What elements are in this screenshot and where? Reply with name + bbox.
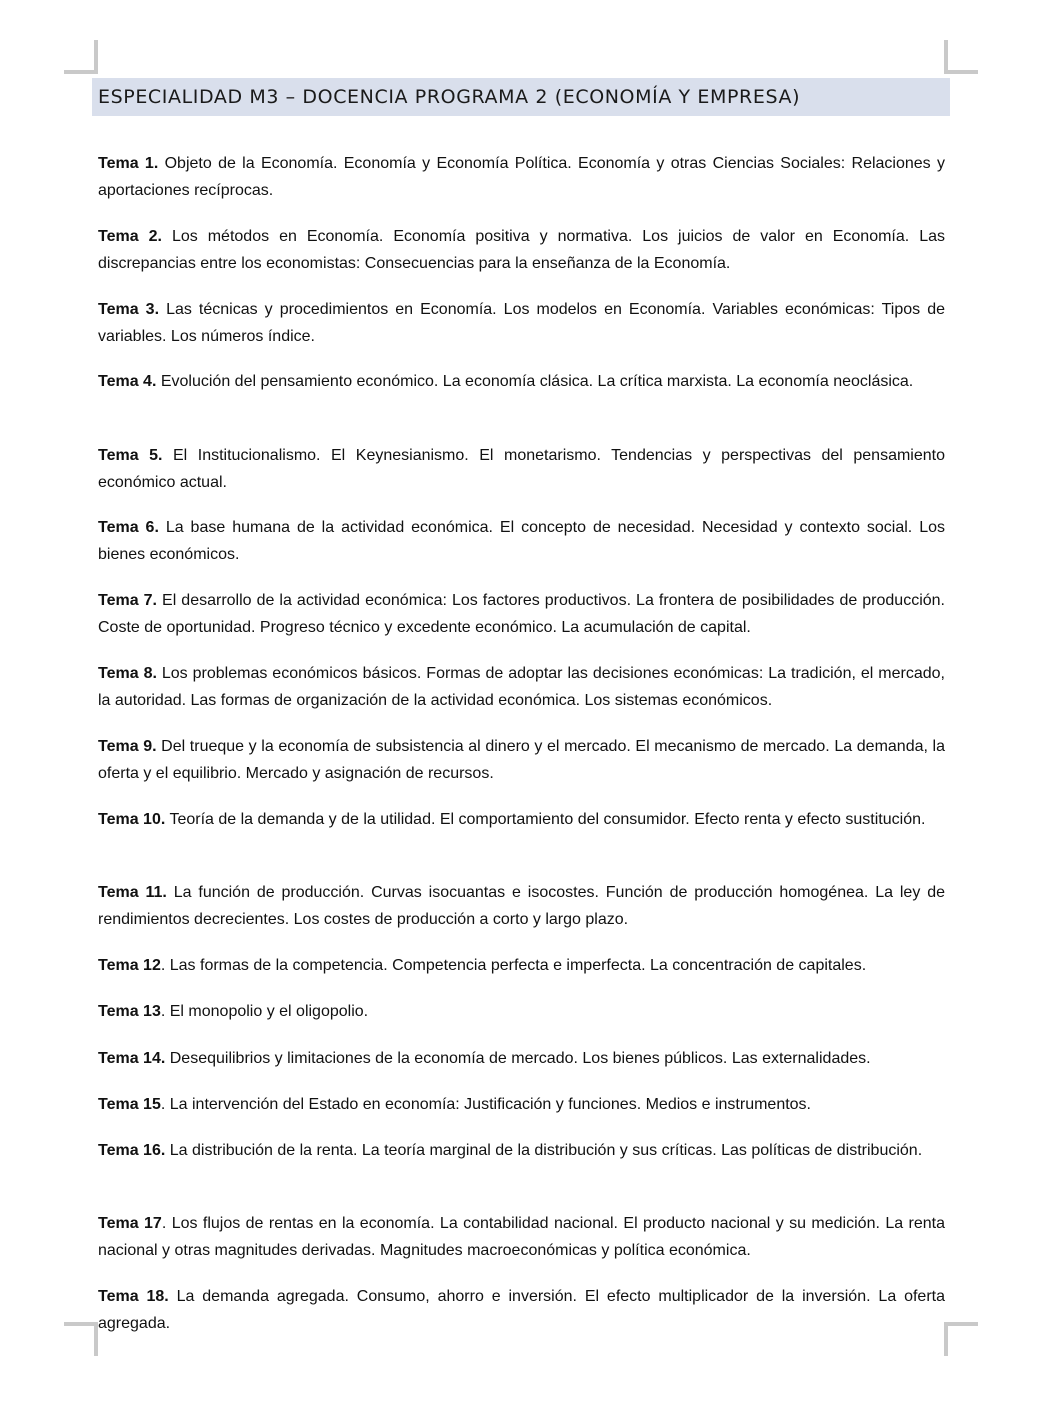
- topic-number: Tema 10.: [98, 811, 166, 828]
- topic-number: Tema 1.: [98, 155, 159, 172]
- topic-text: Los flujos de rentas en la economía. La contabilidad nacional. El producto nacional y su medición. La renta nacional y otras magnitudes derivadas. Magnitudes macroeconómicas y política económica.: [98, 1215, 945, 1259]
- topic-text: Los problemas económicos básicos. Formas de adoptar las decisiones económicas: La tradición, el mercado, la autoridad. Las formas de organización de la actividad económica. Los sistemas económicos.: [98, 665, 945, 709]
- topic-separator: .: [161, 1215, 167, 1232]
- topic-number: Tema 8.: [98, 665, 157, 682]
- topic-number: Tema 12: [98, 957, 161, 974]
- topic-separator: .: [160, 1003, 166, 1020]
- topic-separator: .: [160, 957, 166, 974]
- topic-text: Objeto de la Economía. Economía y Economía Política. Economía y otras Ciencias Sociales: Relaciones y aportaciones recíprocas.: [98, 155, 945, 199]
- topic-number: Tema 7.: [98, 592, 157, 609]
- topic-text: Las técnicas y procedimientos en Economía. Los modelos en Economía. Variables económicas: Tipos de variables. Los números índice.: [98, 301, 945, 345]
- topic-number: Tema 16.: [98, 1142, 166, 1159]
- topic-text: La distribución de la renta. La teoría marginal de la distribución y sus críticas. Las políticas de distribución.: [165, 1142, 923, 1159]
- topic-item: [98, 1091, 945, 1118]
- crop-mark-top-left: [94, 40, 98, 74]
- topic-item: [98, 806, 945, 833]
- topic-text: El Institucionalismo. El Keynesianismo. El monetarismo. Tendencias y perspectivas del pensamiento económico actual.: [98, 447, 945, 491]
- topic-item: [98, 1137, 945, 1164]
- topic-text: La función de producción. Curvas isocuantas e isocostes. Función de producción homogénea. La ley de rendimientos decrecientes. Los costes de producción a corto y largo plazo.: [98, 884, 945, 928]
- topic-item: [98, 879, 945, 933]
- topic-item: [98, 952, 945, 979]
- topic-text: La base humana de la actividad económica. El concepto de necesidad. Necesidad y contexto social. Los bienes económicos.: [98, 519, 945, 563]
- topic-separator: .: [160, 1096, 166, 1113]
- topic-number: Tema 3.: [98, 301, 160, 318]
- topic-text: Teoría de la demanda y de la utilidad. El comportamiento del consumidor. Efecto renta y efecto sustitución.: [165, 811, 926, 828]
- topic-item: [98, 514, 945, 568]
- topic-item: [98, 150, 945, 204]
- topic-number: Tema 6.: [98, 519, 159, 536]
- topic-text: Los métodos en Economía. Economía positiva y normativa. Los juicios de valor en Economía. Las discrepancias entre los economistas: Consecuencias para la enseñanza de la Economía.: [98, 228, 946, 272]
- crop-mark-top-right: [944, 70, 978, 74]
- topic-item: [98, 660, 945, 714]
- topic-item: [98, 998, 945, 1025]
- crop-mark-bottom-left: [64, 1322, 98, 1326]
- topic-text: La intervención del Estado en economía: Justificación y funciones. Medios e instrumentos.: [165, 1096, 811, 1113]
- topic-item: [98, 368, 945, 395]
- topic-item: [98, 1210, 945, 1264]
- topic-item: [98, 1283, 945, 1337]
- topic-text: Del trueque y la economía de subsistencia al dinero y el mercado. El mecanismo de mercado. La demanda, la oferta y el equilibrio. Mercado y asignación de recursos.: [98, 738, 945, 782]
- topic-number: Tema 5.: [98, 447, 163, 464]
- section-header: [92, 78, 950, 116]
- topic-text: La demanda agregada. Consumo, ahorro e inversión. El efecto multiplicador de la inversión. La oferta agregada.: [98, 1288, 946, 1332]
- topic-number: Tema 17: [98, 1215, 162, 1232]
- topic-item: [98, 442, 945, 496]
- page-title: ESPECIALIDAD M3 – DOCENCIA PROGRAMA 2 (ECONOMÍA Y EMPRESA): [98, 86, 801, 108]
- topic-text: El desarrollo de la actividad económica: Los factores productivos. La frontera de posibilidades de producción. Coste de oportunidad. Progreso técnico y excedente económico. La acumulación de capital.: [98, 592, 945, 636]
- crop-mark-top-right: [944, 40, 948, 74]
- topic-number: Tema 9.: [98, 738, 157, 755]
- topic-number: Tema 18.: [98, 1288, 169, 1305]
- topic-item: [98, 223, 945, 277]
- topic-text: Las formas de la competencia. Competencia perfecta e imperfecta. La concentración de capitales.: [165, 957, 867, 974]
- topic-text: Evolución del pensamiento económico. La economía clásica. La crítica marxista. La economía neoclásica.: [156, 373, 914, 390]
- topic-text: Desequilibrios y limitaciones de la economía de mercado. Los bienes públicos. Las externalidades.: [165, 1050, 871, 1067]
- topic-text: El monopolio y el oligopolio.: [165, 1003, 369, 1020]
- topic-number: Tema 2.: [98, 228, 162, 245]
- topic-number: Tema 13: [98, 1003, 161, 1020]
- topic-item: [98, 296, 945, 350]
- topic-item: [98, 587, 945, 641]
- topic-item: [98, 733, 945, 787]
- topic-item: [98, 1045, 945, 1072]
- crop-mark-top-left: [64, 70, 98, 74]
- topic-number: Tema 11.: [98, 884, 167, 901]
- crop-mark-bottom-right: [944, 1322, 978, 1326]
- topic-number: Tema 15: [98, 1096, 161, 1113]
- topic-number: Tema 14.: [98, 1050, 166, 1067]
- topic-number: Tema 4.: [98, 373, 157, 390]
